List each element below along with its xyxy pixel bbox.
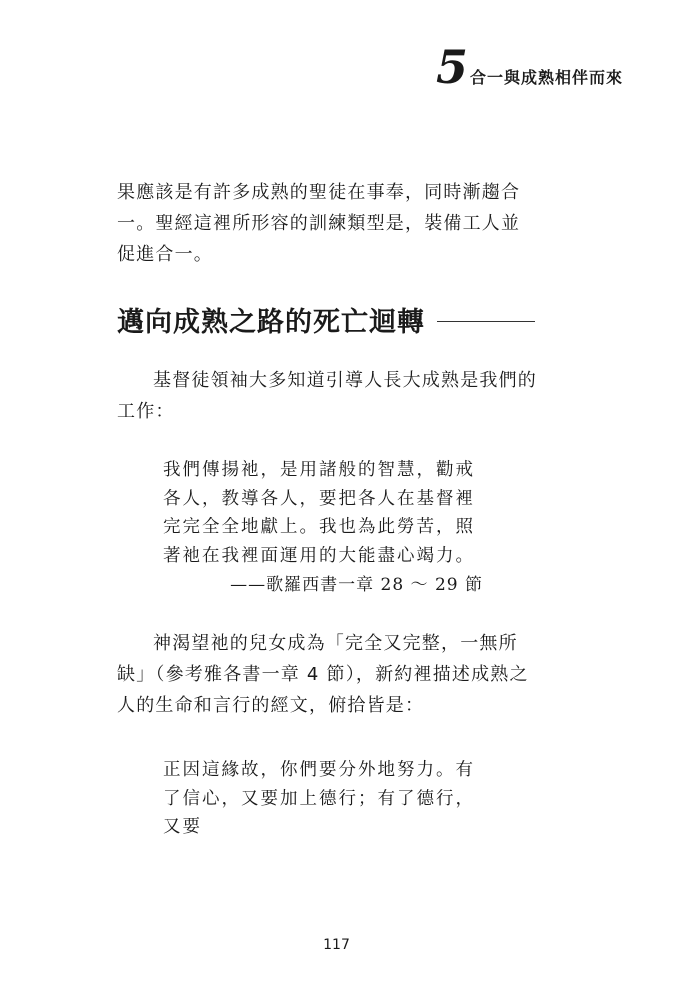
chapter-number: 5	[435, 40, 468, 94]
body-paragraph-2: 基督徒領袖大多知道引導人長大成熟是我們的工作：	[117, 370, 537, 422]
body-paragraph-3: 神渴望祂的兒女成為「完全又完整，一無所缺」（參考雅各書一章 4 節），新約裡描述成熟之人的生命和言行的經文，俯拾皆是：	[117, 633, 529, 716]
running-header	[435, 40, 623, 94]
section-heading	[117, 300, 535, 339]
body-paragraph-1: 果應該是有許多成熟的聖徒在事奉，同時漸趨合一。聖經這裡所形容的訓練類型是，裝備工人並促進合一。	[117, 182, 521, 265]
page-number: 117	[323, 937, 350, 953]
scripture-reference: ——歌羅西書一章 28 ～ 29 節	[230, 575, 483, 595]
scripture-quote-2: 正因這緣故，你們要分外地努力。有了信心，又要加上德行；有了德行，又要	[163, 760, 475, 837]
chapter-title: 合一與成熟相伴而來	[469, 68, 623, 87]
heading-rule	[437, 321, 535, 322]
section-heading-text: 邁向成熟之路的死亡迴轉	[117, 307, 425, 338]
scripture-quote-1: 我們傳揚祂，是用諸般的智慧，勸戒各人，教導各人，要把各人在基督裡完完全全地獻上。我也為此勞苦，照著祂在我裡面運用的大能盡心竭力。	[163, 460, 475, 566]
